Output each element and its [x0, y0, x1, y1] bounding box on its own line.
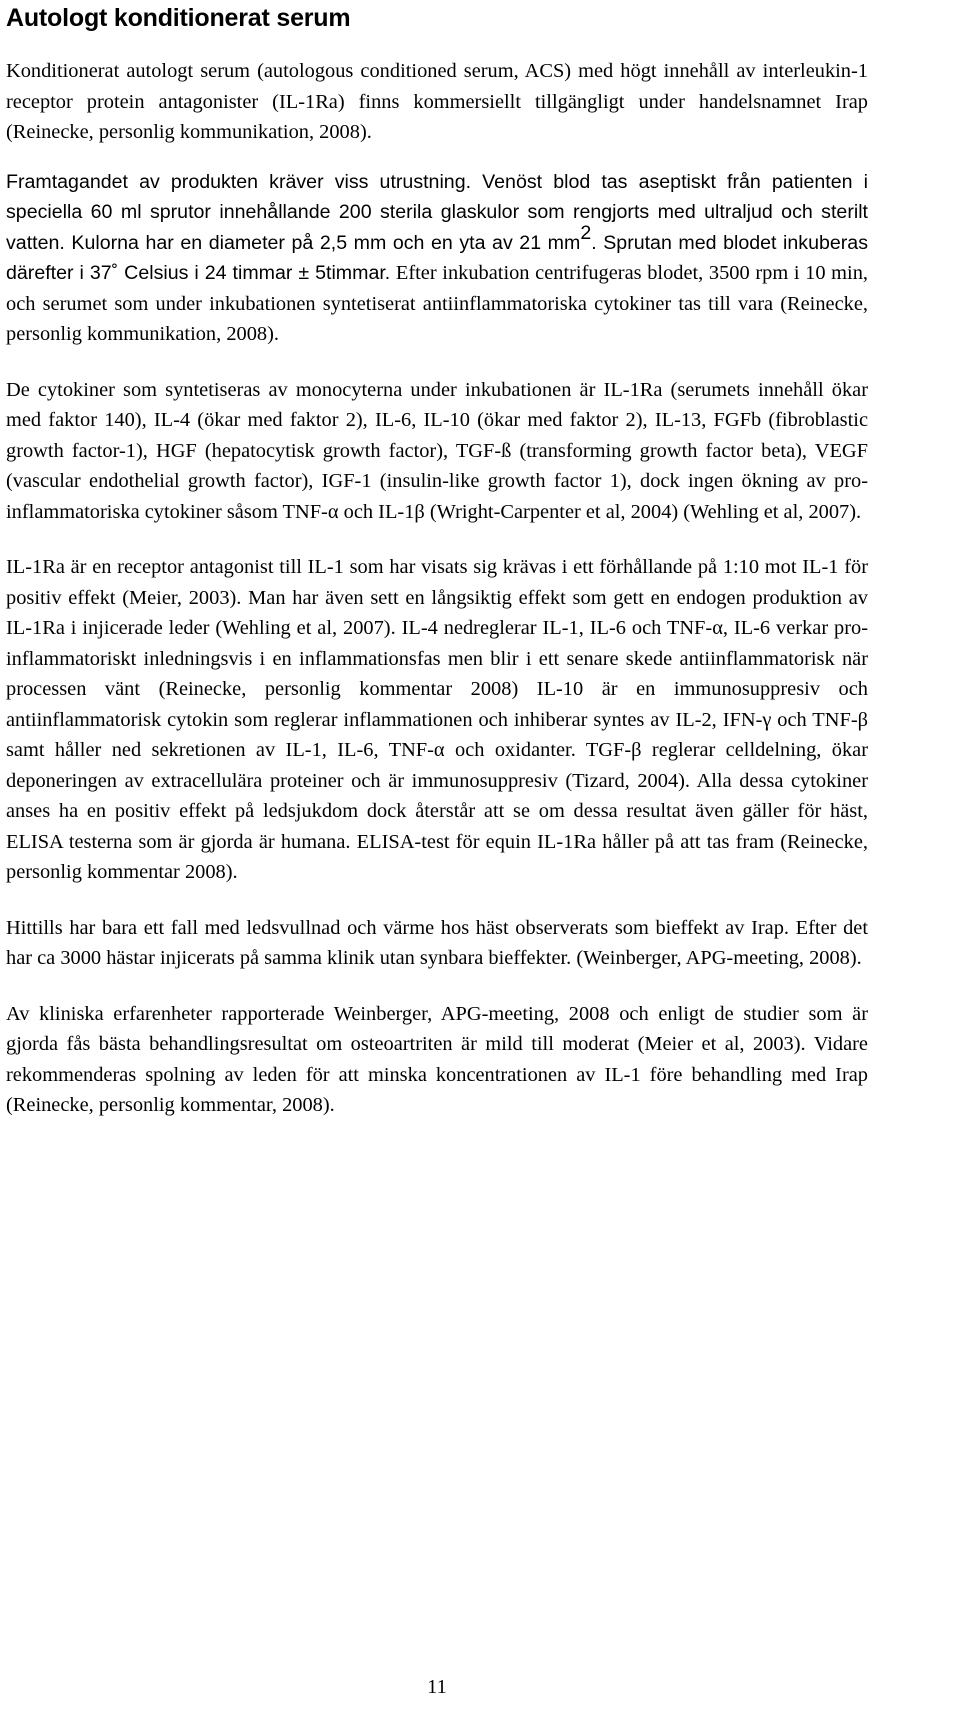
- page-number: 11: [427, 1676, 447, 1698]
- section-title: Autologt konditionerat serum: [6, 4, 351, 32]
- paragraph-side-effects: Hittills har bara ett fall med ledsvullnad och värme hos häst observerats som bieffekt av Irap. Efter det har ca 3000 hästar injicerats på samma klinik utan synbara bieffekter. (Weinberger, APG-meeting, 2008).: [6, 916, 868, 969]
- preparation-text-part3: Efter inkubation centrifugeras blodet, 3500 rpm i 10 min, och serumet som under inkubationen syntetiserat antiinflammatoriska cytokiner tas till vara (Reinecke, personlig kommunikation, 2008).: [6, 262, 868, 345]
- document-page: [6, 0, 868, 1121]
- paragraph-il1ra: IL-1Ra är en receptor antagonist till IL-1 som har visats sig krävas i ett förhållande på 1:10 mot IL-1 för positiv effekt (Meier, 2003). Man har även sett en långsiktig effekt som gett en endogen produktion av IL-1Ra i injicerade leder (Wehling et al, 2007). IL-4 nedreglerar IL-1, IL-6 och TNF-α, IL-6 verkar pro-inflammatoriskt inledningsvis i en inflammationsfas men blir i ett senare skede antiinflammatorisk när processen vänt (Reinecke, personlig kommentar 2008) IL-10 är en immunosuppresiv och antiinflammatorisk cytokin som reglerar inflammationen och inhiberar syntes av IL-2, IFN-γ och TNF-β samt håller ned sekretionen av IL-1, IL-6, TNF-α och oxidanter. TGF-β reglerar celldelning, ökar deponeringen av extracellulära proteiner och är immunosuppresiv (Tizard, 2004). Alla dessa cytokiner anses ha en positiv effekt på ledsjukdom dock återstår att se om dessa resultat även gäller för häst, ELISA testerna som är gjorda är humana. ELISA-test för equin IL-1Ra håller på att tas fram (Reinecke, personlig kommentar 2008).: [6, 556, 868, 883]
- preparation-text-part1: Framtagandet av produkten kräver viss utrustning. Venöst blod tas aseptiskt från patienten i speciella 60 ml sprutor innehållande 200 sterila glaskulor som rengjorts med ultraljud och sterilt vatten. Kulorna har en diameter på 2,5 mm och en yta av 21 mm: [6, 170, 868, 254]
- paragraph-preparation: [6, 167, 868, 350]
- paragraph-intro: Konditionerat autologt serum (autologous conditioned serum, ACS) med högt innehåll av interleukin-1 receptor protein antagonister (IL-1Ra) finns kommersiellt tillgängligt under handelsnamnet Irap (Reinecke, personlig kommunikation, 2008).: [6, 60, 868, 143]
- paragraph-cytokines: De cytokiner som syntetiseras av monocyterna under inkubationen är IL-1Ra (serumets innehåll ökar med faktor 140), IL-4 (ökar med faktor 2), IL-6, IL-10 (ökar med faktor 2), IL-13, FGFb (fibroblastic growth factor-1), HGF (hepatocytisk growth factor), TGF-ß (transforming growth factor beta), VEGF (vascular endothelial growth factor), IGF-1 (insulin-like growth factor 1), dock ingen ökning av pro-inflammatoriska cytokiner såsom TNF-α och IL-1β (Wright-Carpenter et al, 2004) (Wehling et al, 2007).: [6, 378, 868, 523]
- paragraph-clinical-experience: Av kliniska erfarenheter rapporterade Weinberger, APG-meeting, 2008 och enligt de studier som är gjorda fås bästa behandlingsresultat om osteoartriten är mild till moderat (Meier et al, 2003). Vidare rekommenderas spolning av leden för att minska koncentrationen av IL-1 före behandling med Irap (Reinecke, personlig kommentar, 2008).: [6, 1002, 868, 1116]
- preparation-text-part2: . Sprutan med blodet inkuberas därefter i 37˚ Celsius i 24 timmar ± 5timmar.: [6, 231, 868, 284]
- superscript-2: 2: [580, 221, 592, 244]
